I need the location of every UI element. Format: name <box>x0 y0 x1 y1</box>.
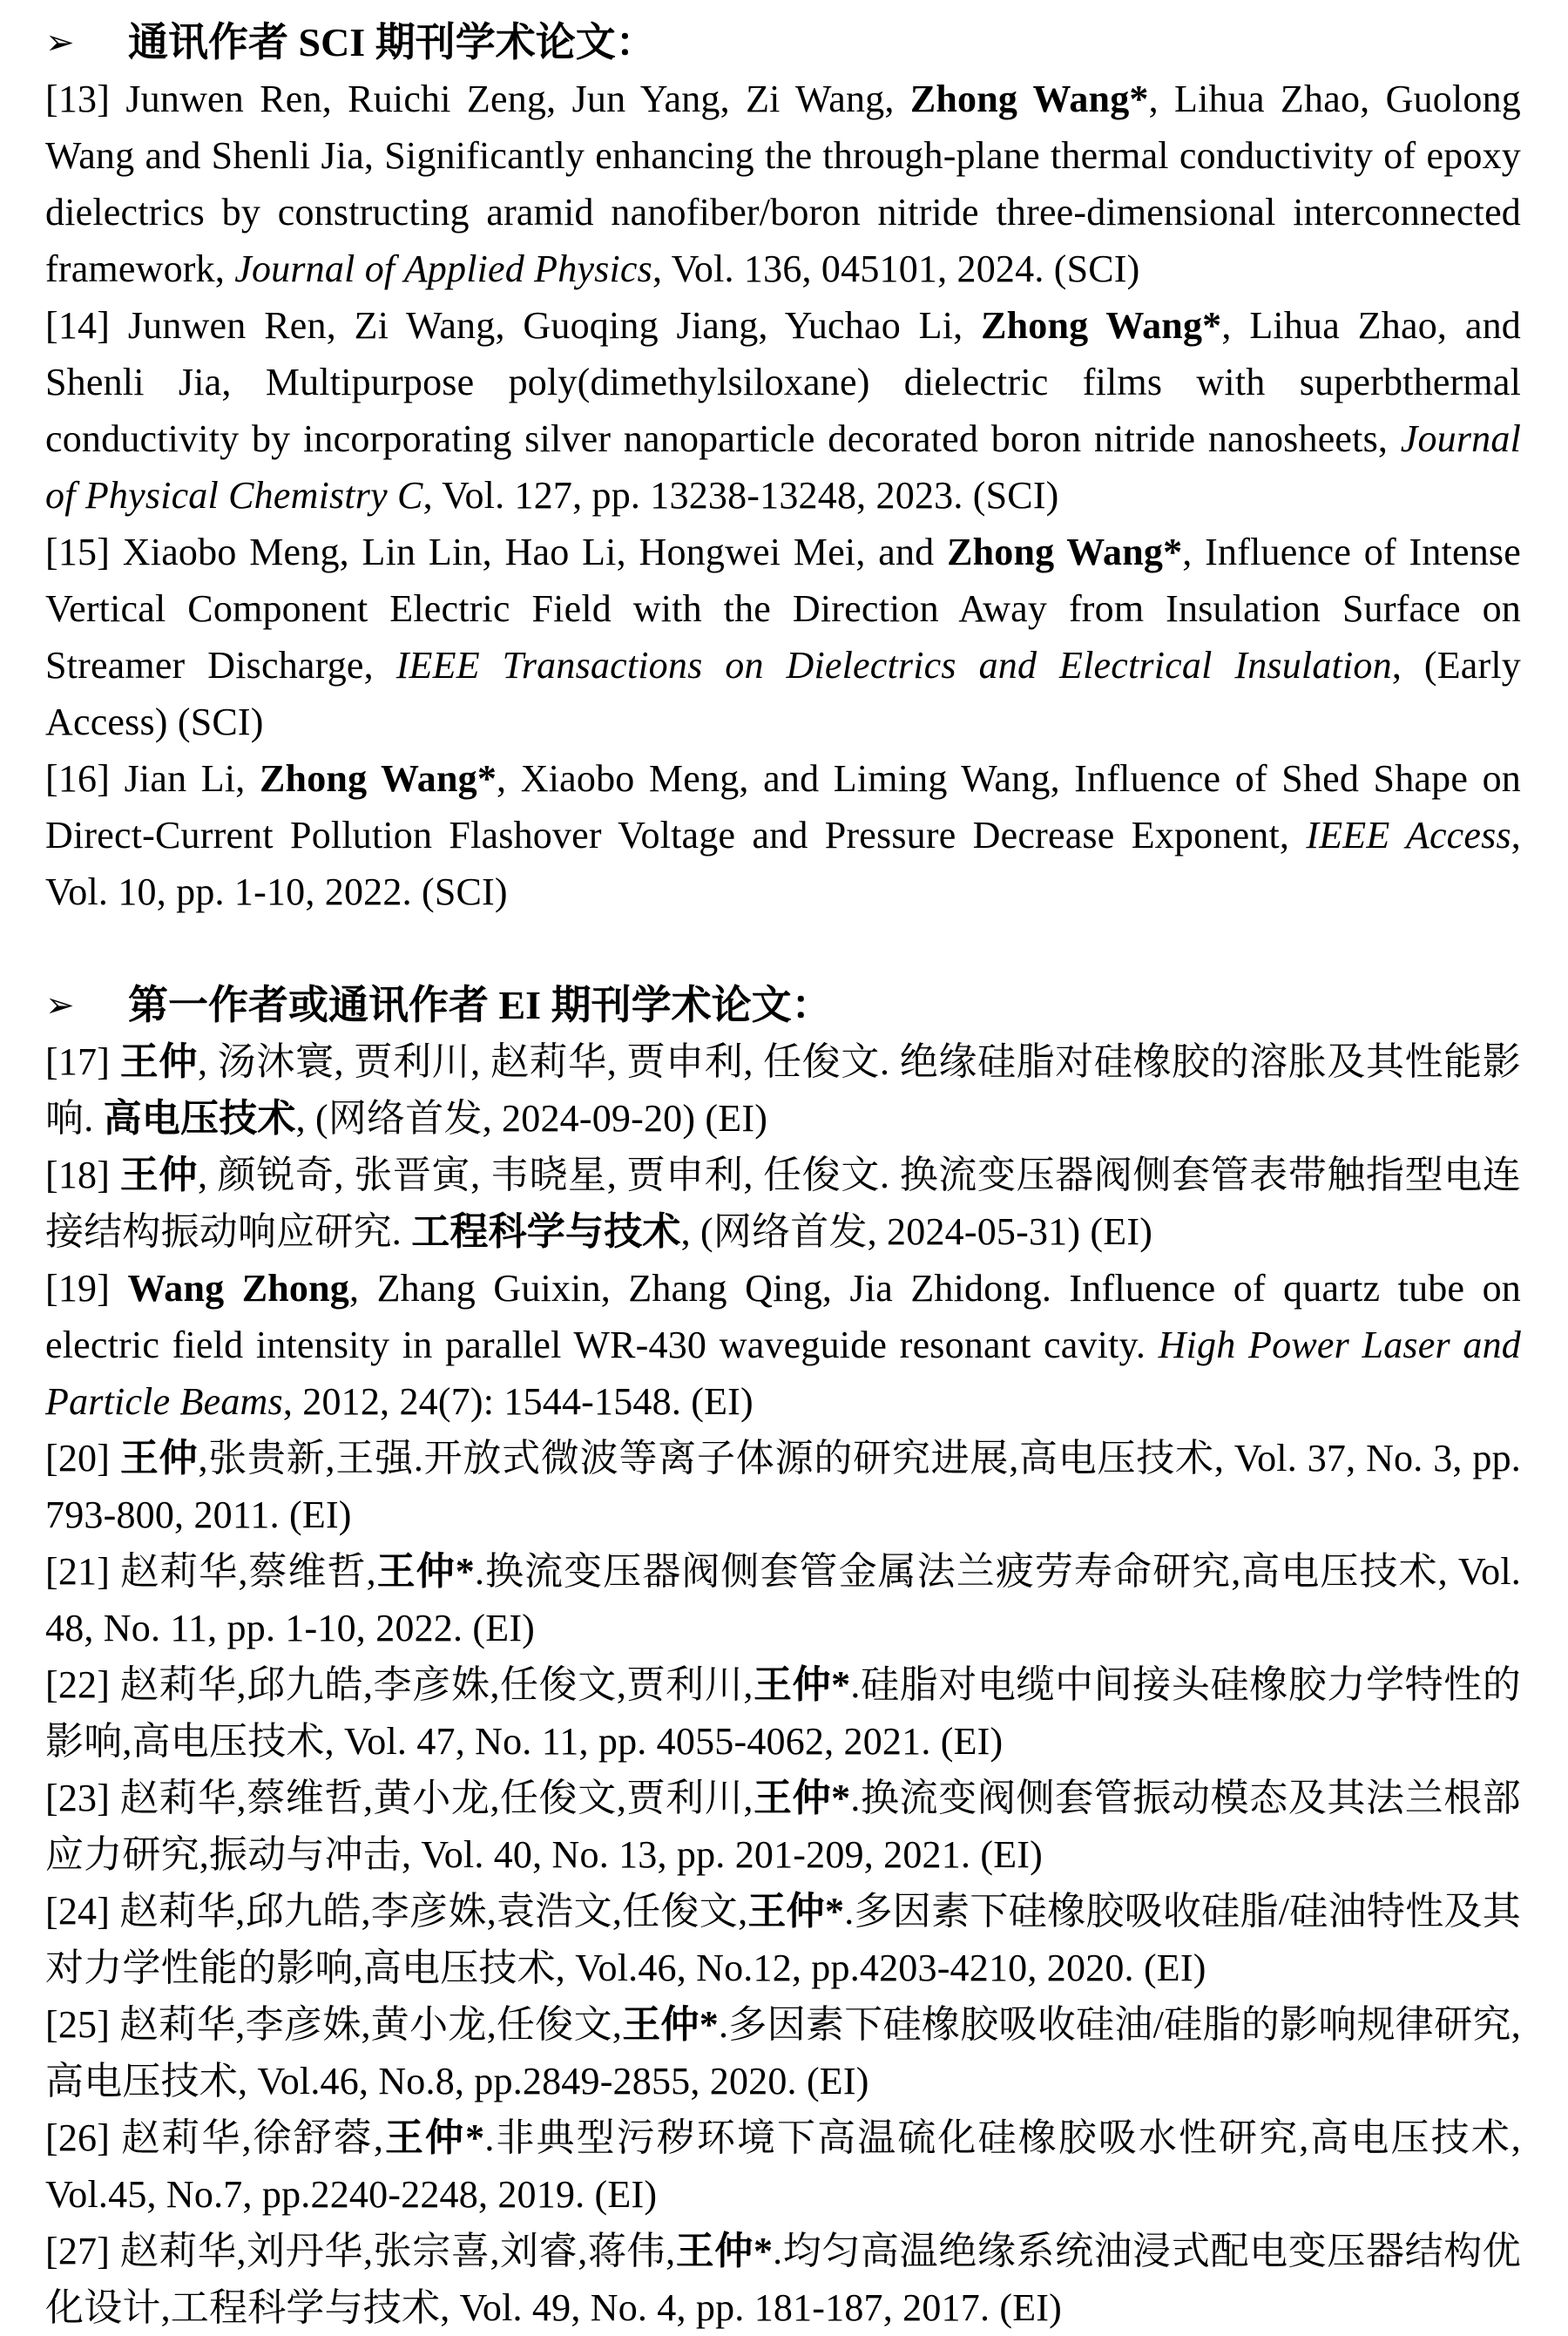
author-highlight: 工程科学与技术 <box>411 1210 681 1253</box>
reference-text: , Lihua Zhao, Guolong Wang and Shenli Jia, Significantly enhancing the through-plane thermal conductivity of epoxy dielectrics by constructing aramid nanofiber/boron nitride three-dimensional interconnected framework, <box>45 78 1521 290</box>
arrow-bullet-icon: ➢ <box>45 23 75 62</box>
author-highlight: 王仲* <box>383 2116 485 2159</box>
author-highlight: 王仲* <box>747 1890 845 1933</box>
section-heading-sci <box>45 14 1521 71</box>
arrow-bullet-icon: ➢ <box>45 985 75 1025</box>
author-highlight: 王仲* <box>675 2230 774 2272</box>
reference-text: , (Early Access) (SCI) <box>45 644 1521 743</box>
reference-text: .多因素下硅橡胶吸收硅脂/硅油特性及其对力学性能的影响,高电压技术, Vol.46, No.12, pp.4203-4210, 2020. (EI) <box>45 1890 1521 1989</box>
reference-text: [19] <box>45 1267 128 1310</box>
reference-item-19 <box>45 1260 1521 1430</box>
journal-name: High Power Laser and Particle Beams <box>45 1324 1521 1423</box>
reference-text: [17] <box>45 1040 120 1083</box>
journal-name: Journal of Physical Chemistry C <box>45 417 1521 517</box>
reference-text: .多因素下硅橡胶吸收硅油/硅脂的影响规律研究,高电压技术, Vol.46, No.8, pp.2849-2855, 2020. (EI) <box>45 2003 1521 2102</box>
journal-name: IEEE Transactions on Dielectrics and Electrical Insulation <box>395 644 1392 687</box>
reference-text: [26] 赵莉华,徐舒蓉, <box>45 2116 384 2159</box>
author-highlight: 王仲 <box>119 1154 198 1196</box>
reference-text: [14] Junwen Ren, Zi Wang, Guoqing Jiang, Yuchao Li, <box>45 304 982 347</box>
author-highlight: 高电压技术 <box>103 1097 296 1140</box>
reference-text: [18] <box>45 1154 120 1196</box>
reference-item-23 <box>45 1770 1521 1883</box>
reference-item-26 <box>45 2109 1521 2223</box>
reference-text: [22] 赵莉华,邱九皓,李彦姝,任俊文,贾利川, <box>45 1663 754 1706</box>
reference-text: [24] 赵莉华,邱九皓,李彦姝,袁浩文,任俊文, <box>45 1890 748 1933</box>
reference-item-15 <box>45 524 1521 750</box>
reference-item-16 <box>45 750 1521 920</box>
reference-text: [27] 赵莉华,刘丹华,张宗喜,刘睿,蒋伟, <box>45 2230 676 2272</box>
section-heading-ei <box>45 977 1521 1033</box>
reference-item-18 <box>45 1147 1521 1260</box>
reference-item-27 <box>45 2223 1521 2336</box>
reference-text: , Xiaobo Meng, and Liming Wang, Influence of Shed Shape on Direct-Current Pollution Flashover Voltage and Pressure Decrease Exponent, <box>45 757 1521 857</box>
author-highlight: 王仲* <box>753 1663 851 1706</box>
reference-item-21 <box>45 1543 1521 1656</box>
reference-item-24 <box>45 1883 1521 1996</box>
author-highlight: 王仲 <box>119 1437 199 1479</box>
reference-item-22 <box>45 1656 1521 1770</box>
reference-text: , Vol. 127, pp. 13238-13248, 2023. (SCI) <box>422 474 1059 517</box>
author-highlight: Zhong Wang* <box>947 531 1183 573</box>
reference-text: .换流变压器阀侧套管金属法兰疲劳寿命研究,高电压技术, Vol. 48, No. 11, pp. 1-10, 2022. (EI) <box>45 1550 1521 1649</box>
reference-text: [25] 赵莉华,李彦姝,黄小龙,任俊文, <box>45 2003 623 2046</box>
reference-text: , (网络首发, 2024-09-20) (EI) <box>295 1097 768 1140</box>
reference-text: [21] 赵莉华,蔡维哲, <box>45 1550 376 1593</box>
author-highlight: 王仲* <box>375 1550 475 1593</box>
reference-item-13 <box>45 71 1521 297</box>
reference-text: [13] Junwen Ren, Ruichi Zeng, Jun Yang, Zi Wang, <box>45 78 910 120</box>
reference-text: , Vol. 10, pp. 1-10, 2022. (SCI) <box>45 814 1521 913</box>
reference-text: [20] <box>45 1437 120 1479</box>
reference-text: [16] Jian Li, <box>45 757 260 800</box>
reference-text: .硅脂对电缆中间接头硅橡胶力学特性的影响,高电压技术, Vol. 47, No. 11, pp. 4055-4062, 2021. (EI) <box>45 1663 1521 1763</box>
author-highlight: Zhong Wang* <box>909 78 1149 120</box>
author-highlight: 王仲* <box>753 1777 851 1819</box>
author-highlight: Zhong Wang* <box>981 304 1222 347</box>
reference-text: , Influence of Intense Vertical Component Electric Field with the Direction Away from Insulation Surface on Streamer Discharge, <box>45 531 1521 687</box>
author-highlight: Zhong Wang* <box>260 757 497 800</box>
reference-item-17 <box>45 1033 1521 1147</box>
reference-item-25 <box>45 1996 1521 2109</box>
section-heading-sci-text: 通讯作者 SCI 期刊学术论文： <box>128 20 656 64</box>
reference-text: , 2012, 24(7): 1544-1548. (EI) <box>282 1380 754 1423</box>
reference-text: , Lihua Zhao, and Shenli Jia, Multipurpose poly(dimethylsiloxane) dielectric films with superbthermal conductivity by incorporating silver nanoparticle decorated boron nitride nanosheets, <box>45 304 1522 460</box>
author-highlight: Wang Zhong <box>127 1267 349 1310</box>
reference-item-14 <box>45 297 1521 524</box>
reference-text: ,张贵新,王强.开放式微波等离子体源的研究进展,高电压技术, Vol. 37, No. 3, pp. 793-800, 2011. (EI) <box>45 1437 1521 1536</box>
journal-name: IEEE Access <box>1306 814 1511 857</box>
blank-line <box>45 920 1521 977</box>
reference-text: , (网络首发, 2024-05-31) (EI) <box>680 1210 1153 1253</box>
reference-text: [23] 赵莉华,蔡维哲,黄小龙,任俊文,贾利川, <box>45 1777 754 1819</box>
reference-text: , Vol. 136, 045101, 2024. (SCI) <box>652 247 1140 290</box>
reference-text: [15] Xiaobo Meng, Lin Lin, Hao Li, Hongwei Mei, and <box>45 531 948 573</box>
reference-text: , 汤沐寰, 贾利川, 赵莉华, 贾申利, 任俊文. 绝缘硅脂对硅橡胶的溶胀及其性能影响. <box>45 1040 1522 1140</box>
reference-text: , 颜锐奇, 张晋寅, 韦晓星, 贾申利, 任俊文. 换流变压器阀侧套管表带触指型电连接结构振动响应研究. <box>45 1154 1522 1253</box>
reference-text: .非典型污秽环境下高温硫化硅橡胶吸水性研究,高电压技术, Vol.45, No.7, pp.2240-2248, 2019. (EI) <box>45 2116 1521 2216</box>
section-heading-ei-text: 第一作者或通讯作者 EI 期刊学术论文： <box>128 983 832 1027</box>
reference-text: .均匀高温绝缘系统油浸式配电变压器结构优化设计,工程科学与技术, Vol. 49, No. 4, pp. 181-187, 2017. (EI) <box>45 2230 1522 2329</box>
journal-name: Journal of Applied Physics <box>234 247 652 290</box>
reference-text: .换流变阀侧套管振动模态及其法兰根部应力研究,振动与冲击, Vol. 40, No. 13, pp. 201-209, 2021. (EI) <box>45 1777 1521 1876</box>
reference-item-20 <box>45 1430 1521 1543</box>
reference-text: , Zhang Guixin, Zhang Qing, Jia Zhidong. Influence of quartz tube on electric field intensity in parallel WR-430 waveguide resonant cavity. <box>45 1267 1521 1366</box>
author-highlight: 王仲 <box>119 1040 198 1083</box>
author-highlight: 王仲* <box>622 2003 719 2046</box>
